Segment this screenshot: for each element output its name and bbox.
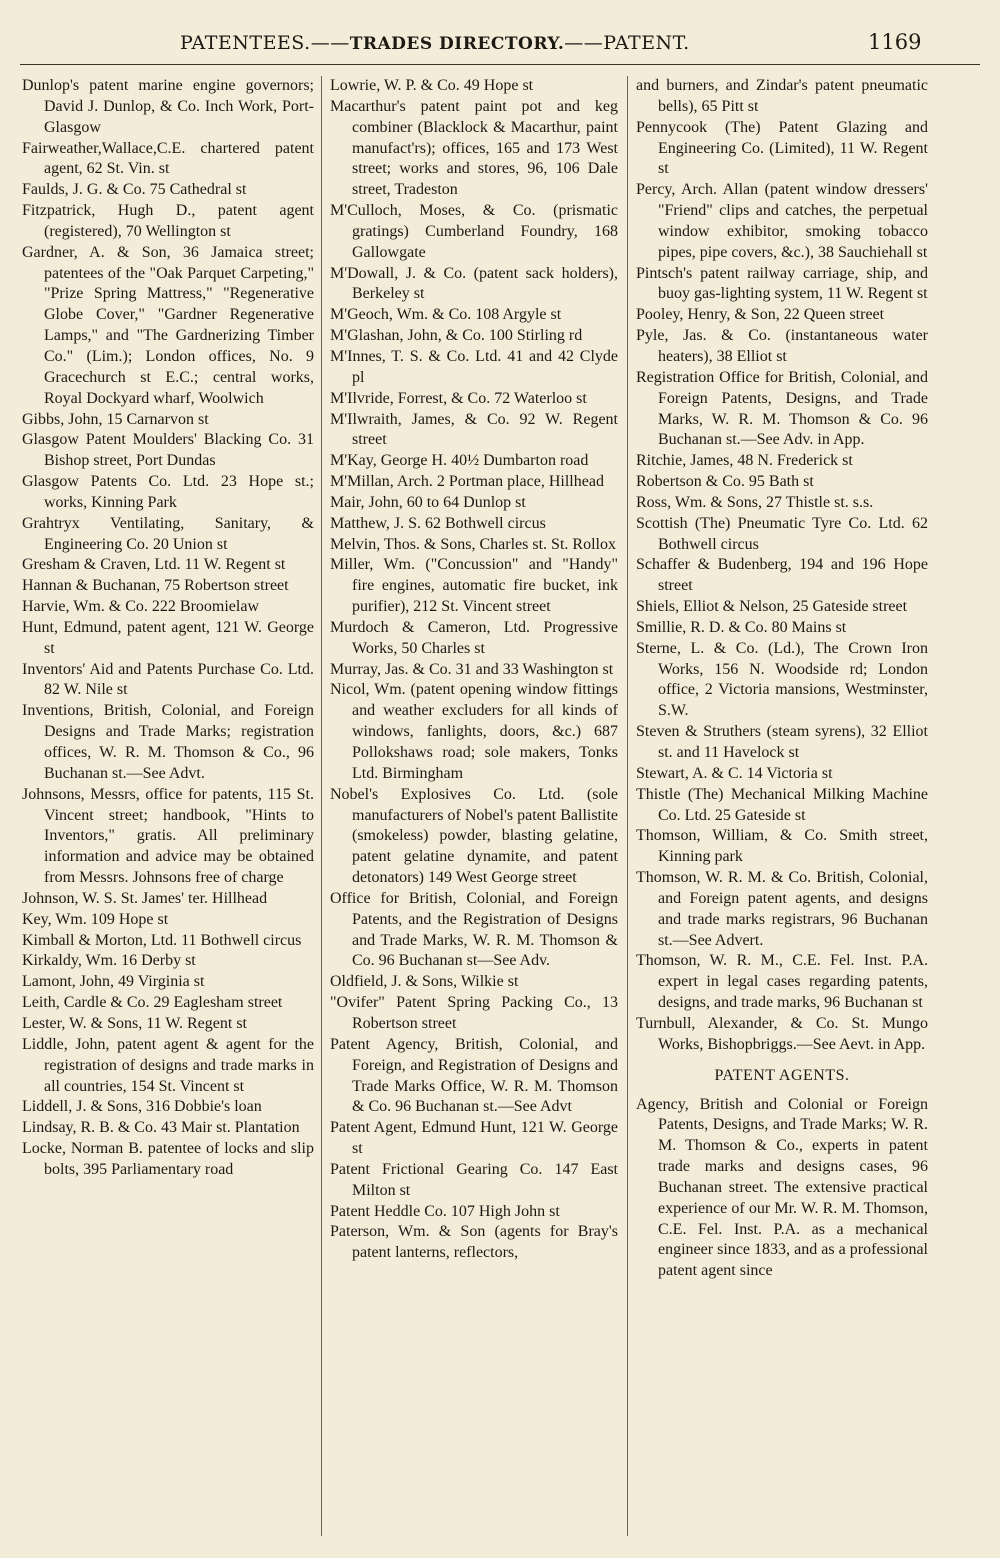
directory-entry: Office for British, Colonial, and Foreign Patents, and the Registration of Designs and Trade Marks, W. R. M. Thomson & Co. 96 Buchanan st—See Adv. bbox=[330, 889, 618, 970]
directory-entry: Gibbs, John, 15 Carnarvon st bbox=[22, 410, 209, 428]
directory-entry: Melvin, Thos. & Sons, Charles st. St. Rollox bbox=[330, 535, 616, 553]
directory-entry: M'Culloch, Moses, & Co. (prismatic gratings) Cumberland Foundry, 168 Gallowgate bbox=[330, 202, 618, 261]
header-dash-2: —— bbox=[564, 32, 604, 54]
directory-entry: Harvie, Wm. & Co. 222 Broomielaw bbox=[22, 598, 259, 616]
directory-entry: Nicol, Wm. (patent opening window fittings and weather excluders for all kinds of windows, fanlights, doors, &c.) 687 Pollokshaws road; sole makers, Tonks Ltd. Birmingham bbox=[330, 681, 618, 782]
header-right: PATENT. bbox=[603, 32, 690, 54]
directory-entry: Shiels, Elliot & Nelson, 25 Gateside street bbox=[636, 598, 908, 616]
directory-entry: Ritchie, James, 48 N. Frederick st bbox=[636, 452, 853, 470]
directory-entry: Patent Heddle Co. 107 High John st bbox=[330, 1202, 560, 1220]
directory-entry: Agency, British and Colonial or Foreign Patents, Designs, and Trade Marks; W. R. M. Thomson & Co., experts in patent trade marks and designs cases, 96 Buchanan street. The extensive practical experience of our Mr. W. R. M. Thomson, C.E. Fel. Inst. P.A. as a mechanical engineer since 1833, and as a professional patent agent since bbox=[636, 1095, 928, 1280]
directory-entry: and burners, and Zindar's patent pneumatic bells), 65 Pitt st bbox=[636, 77, 928, 115]
directory-entry: Sterne, L. & Co. (Ld.), The Crown Iron Works, 156 N. Woodside rd; London office, 2 Victoria mansions, Westminster, S.W. bbox=[636, 639, 928, 720]
directory-entry: M'Ilwraith, James, & Co. 92 W. Regent street bbox=[330, 410, 618, 449]
directory-entry: Pintsch's patent railway carriage, ship, and buoy gas-lighting system, 11 W. Regent st bbox=[636, 264, 928, 303]
page-number: 1169 bbox=[868, 30, 922, 54]
directory-entry: Matthew, J. S. 62 Bothwell circus bbox=[330, 514, 546, 532]
directory-entry: Kirkaldy, Wm. 16 Derby st bbox=[22, 952, 196, 970]
directory-entry: Gresham & Craven, Ltd. 11 W. Regent st bbox=[22, 556, 286, 574]
directory-entry: Thomson, William, & Co. Smith street, Kinning park bbox=[636, 827, 928, 866]
directory-entry: M'Millan, Arch. 2 Portman place, Hillhead bbox=[330, 473, 604, 491]
directory-entry: Turnbull, Alexander, & Co. St. Mungo Works, Bishopbriggs.—See Aevt. in App. bbox=[636, 1014, 928, 1053]
directory-entry: Oldfield, J. & Sons, Wilkie st bbox=[330, 973, 519, 991]
directory-entry: Murdoch & Cameron, Ltd. Progressive Works, 50 Charles st bbox=[330, 618, 618, 657]
directory-entry: Murray, Jas. & Co. 31 and 33 Washington st bbox=[330, 660, 614, 678]
directory-entry: Glasgow Patent Moulders' Blacking Co. 31 Bishop street, Port Dundas bbox=[22, 431, 314, 470]
directory-entry: Lester, W. & Sons, 11 W. Regent st bbox=[22, 1014, 247, 1032]
directory-entry: Pyle, Jas. & Co. (instantaneous water heaters), 38 Elliot st bbox=[636, 327, 928, 365]
directory-entry: Smillie, R. D. & Co. 80 Mains st bbox=[636, 618, 847, 636]
column-1 bbox=[22, 76, 314, 1546]
directory-entry: Kimball & Morton, Ltd. 11 Bothwell circus bbox=[22, 931, 302, 949]
column-divider-1 bbox=[321, 76, 322, 1536]
directory-entry: Key, Wm. 109 Hope st bbox=[22, 910, 169, 928]
directory-entry: Grahtryx Ventilating, Sanitary, & Engineering Co. 20 Union st bbox=[22, 514, 314, 553]
directory-entry: Pooley, Henry, & Son, 22 Queen street bbox=[636, 306, 885, 324]
directory-entry: Fairweather,Wallace,C.E. chartered patent agent, 62 St. Vin. st bbox=[22, 139, 314, 178]
directory-entry: Locke, Norman B. patentee of locks and slip bolts, 395 Parliamentary road bbox=[22, 1140, 314, 1178]
directory-entry: Thistle (The) Mechanical Milking Machine Co. Ltd. 25 Gateside st bbox=[636, 785, 928, 824]
directory-entry: M'Dowall, J. & Co. (patent sack holders), Berkeley st bbox=[330, 264, 618, 303]
directory-entry: Hannan & Buchanan, 75 Robertson street bbox=[22, 577, 289, 595]
directory-entry: M'Ilvride, Forrest, & Co. 72 Waterloo st bbox=[330, 389, 587, 407]
directory-entry: Johnsons, Messrs, office for patents, 115 St. Vincent street; handbook, "Hints to Inventors," gratis. All preliminary information and advice may be obtained from Messrs. Johnsons free of charge bbox=[22, 785, 314, 887]
column-divider-2 bbox=[627, 76, 628, 1536]
directory-entry: Patent Agent, Edmund Hunt, 121 W. George st bbox=[330, 1119, 618, 1158]
directory-entry: Schaffer & Budenberg, 194 and 196 Hope street bbox=[636, 556, 928, 595]
directory-entry: M'Glashan, John, & Co. 100 Stirling rd bbox=[330, 327, 583, 345]
directory-entry: Lamont, John, 49 Virginia st bbox=[22, 973, 205, 991]
column-2 bbox=[330, 76, 618, 1546]
directory-entry: Gardner, A. & Son, 36 Jamaica street; patentees of the "Oak Parquet Carpeting," "Prize Spring Mattress," "Regenerative Globe Cover," "Gardner Regenerative Lamps," and "The Gardnerizing Timber Co." (Lim.); London offices, No. 9 Gracechurch st E.C.; central works, Royal Dockyard wharf, Woolwich bbox=[22, 243, 314, 407]
directory-entry: Patent Agency, British, Colonial, and Foreign, and Registration of Designs and Trade Marks Office, W. R. M. Thomson & Co. 96 Buchanan st.—See Advt bbox=[330, 1035, 618, 1116]
directory-entry: Dunlop's patent marine engine governors; David J. Dunlop, & Co. Inch Work, Port-Glasgow bbox=[22, 77, 314, 136]
directory-entry: M'Geoch, Wm. & Co. 108 Argyle st bbox=[330, 306, 562, 324]
header-rule bbox=[20, 64, 980, 65]
directory-entry: Miller, Wm. ("Concussion" and "Handy" fire engines, automatic fire bucket, ink purifier), 212 St. Vincent street bbox=[330, 556, 618, 616]
directory-entry: Pennycook (The) Patent Glazing and Engineering Co. (Limited), 11 W. Regent st bbox=[636, 118, 928, 178]
directory-entry: Leith, Cardle & Co. 29 Eaglesham street bbox=[22, 994, 283, 1012]
column-3-agent-entries bbox=[636, 1095, 928, 1283]
header-left: PATENTEES. bbox=[180, 32, 311, 54]
directory-entry: Liddell, J. & Sons, 316 Dobbie's loan bbox=[22, 1098, 262, 1116]
directory-entry: Paterson, Wm. & Son (agents for Bray's patent lanterns, reflectors, bbox=[330, 1223, 618, 1262]
directory-entry: Stewart, A. & C. 14 Victoria st bbox=[636, 764, 833, 782]
directory-entry: Robertson & Co. 95 Bath st bbox=[636, 473, 814, 491]
header-dash-1: —— bbox=[310, 32, 350, 54]
directory-entry: "Ovifer" Patent Spring Packing Co., 13 Robertson street bbox=[330, 994, 618, 1032]
running-title bbox=[180, 32, 690, 54]
directory-entry: Inventors' Aid and Patents Purchase Co. Ltd. 82 W. Nile st bbox=[22, 660, 314, 699]
directory-entry: Lindsay, R. B. & Co. 43 Mair st. Plantation bbox=[22, 1119, 300, 1137]
directory-entry: Registration Office for British, Colonial, and Foreign Patents, Designs, and Trade Marks, W. R. M. Thomson & Co. 96 Buchanan st.—See Adv. in App. bbox=[636, 368, 928, 449]
header-center: TRADES DIRECTORY. bbox=[349, 34, 565, 54]
directory-entry: Mair, John, 60 to 64 Dunlop st bbox=[330, 493, 526, 511]
directory-entry: Lowrie, W. P. & Co. 49 Hope st bbox=[330, 77, 534, 94]
directory-entry: Hunt, Edmund, patent agent, 121 W. George st bbox=[22, 618, 314, 657]
directory-entry: Ross, Wm. & Sons, 27 Thistle st. s.s. bbox=[636, 493, 874, 511]
directory-entry: Steven & Struthers (steam syrens), 32 Elliot st. and 11 Havelock st bbox=[636, 723, 928, 761]
directory-entry: M'Innes, T. S. & Co. Ltd. 41 and 42 Clyde pl bbox=[330, 347, 618, 386]
directory-entry: Nobel's Explosives Co. Ltd. (sole manufacturers of Nobel's patent Ballistite (smokeless) powder, blasting gelatine, patent gelatine dynamite, and patent detonators) 149 West George street bbox=[330, 785, 618, 887]
directory-entry: Glasgow Patents Co. Ltd. 23 Hope st.; works, Kinning Park bbox=[22, 473, 314, 511]
directory-entry: Percy, Arch. Allan (patent window dressers' "Friend" clips and catches, the perpetual window exhibitor, smoking tobacco pipes, pipe covers, &c.), 38 Sauchiehall st bbox=[636, 181, 928, 261]
directory-entry: Faulds, J. G. & Co. 75 Cathedral st bbox=[22, 181, 247, 199]
directory-entry: Macarthur's patent paint pot and keg combiner (Blacklock & Macarthur, paint manufact'rs); offices, 165 and 173 West street; works and stores, 96, 106 Dale street, Tradeston bbox=[330, 97, 618, 199]
section-heading-patent-agents: PATENT AGENTS. bbox=[714, 1066, 850, 1084]
directory-entry: Patent Frictional Gearing Co. 147 East Milton st bbox=[330, 1160, 618, 1199]
directory-entry: Thomson, W. R. M., C.E. Fel. Inst. P.A. expert in legal cases regarding patents, designs, and trade marks, 96 Buchanan st bbox=[636, 952, 928, 1012]
page-header bbox=[0, 28, 1000, 62]
column-3-entries bbox=[636, 76, 928, 1056]
directory-entry: Scottish (The) Pneumatic Tyre Co. Ltd. 62 Bothwell circus bbox=[636, 514, 928, 553]
directory-entry: M'Kay, George H. 40½ Dumbarton road bbox=[330, 452, 589, 470]
directory-entry: Fitzpatrick, Hugh D., patent agent (registered), 70 Wellington st bbox=[22, 202, 314, 240]
directory-entry: Liddle, John, patent agent & agent for the registration of designs and trade marks in all countries, 154 St. Vincent st bbox=[22, 1035, 314, 1095]
column-3 bbox=[636, 76, 928, 1546]
directory-entry: Inventions, British, Colonial, and Foreign Designs and Trade Marks; registration offices, W. R. M. Thomson & Co., 96 Buchanan st.—See Advt. bbox=[22, 702, 314, 782]
directory-entry: Johnson, W. S. St. James' ter. Hillhead bbox=[22, 889, 268, 907]
directory-entry: Thomson, W. R. M. & Co. British, Colonial, and Foreign patent agents, and designs and trade marks registrars, 96 Buchanan st.—See Advert. bbox=[636, 869, 928, 949]
